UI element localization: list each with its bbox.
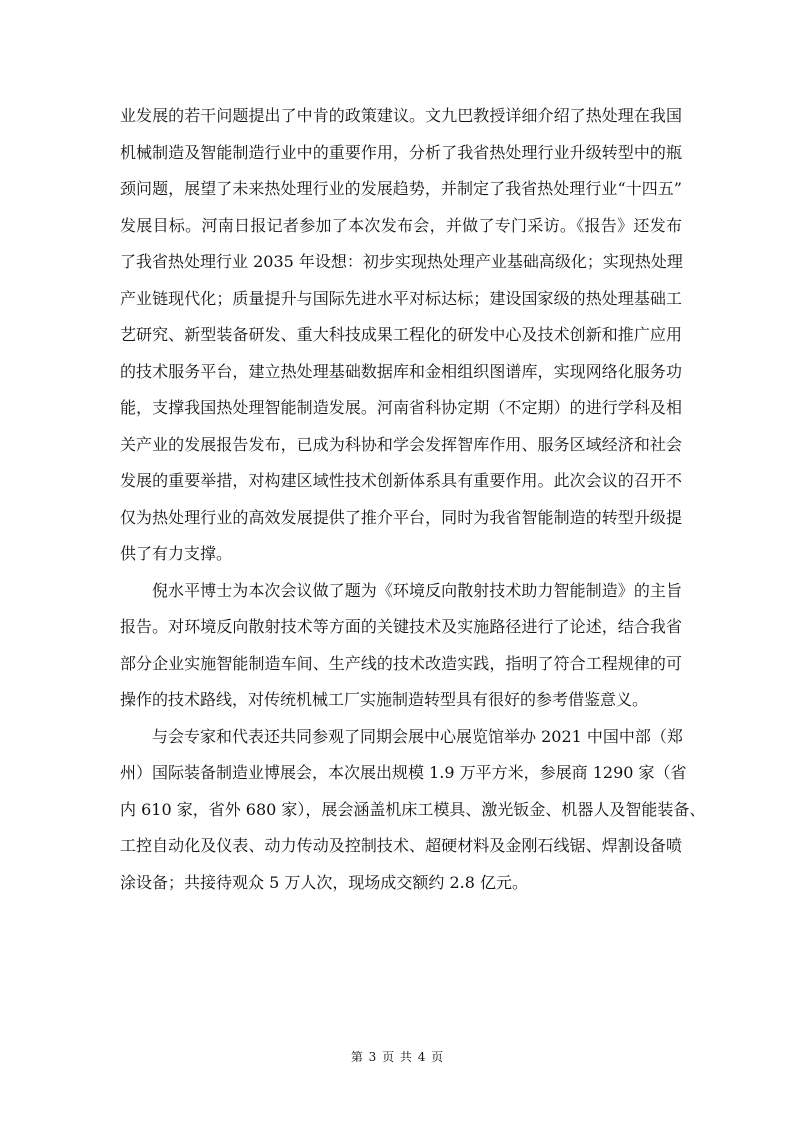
text-line: 能，支撑我国热处理智能制造发展。河南省科协定期（不定期）的进行学科及相	[120, 398, 682, 417]
text-line: 机械制造及智能制造行业中的重要作用，分析了我省热处理行业升级转型中的瓶	[120, 142, 682, 162]
paragraph	[120, 98, 682, 573]
text-line: 产业链现代化；质量提升与国际先进水平对标达标；建设国家级的热处理基础工	[120, 288, 682, 308]
text-line: 部分企业实施智能制造车间、生产线的技术改造实践，指明了符合工程规律的可	[120, 653, 682, 673]
text-line: 艺研究、新型装备研发、重大科技成果工程化的研发中心及技术创新和推广应用	[120, 325, 682, 344]
text-line: 仅为热处理行业的高效发展提供了推介平台，同时为我省智能制造的转型升级提	[120, 507, 682, 527]
text-line: 州）国际装备制造业博展会，本次展出规模 1.9 万平方米，参展商 1290 家（省	[120, 763, 687, 782]
document-body	[120, 98, 706, 901]
text-line: 业发展的若干问题提出了中肯的政策建议。文九巴教授详细介绍了热处理在我国	[120, 106, 682, 125]
text-line: 颈问题，展望了未来热处理行业的发展趋势，并制定了我省热处理行业“十四五”	[120, 179, 682, 198]
paragraph	[120, 719, 706, 902]
page-footer: 第 3 页 共 4 页	[350, 1050, 444, 1064]
text-line: 的技术服务平台，建立热处理基础数据库和金相组织图谱库，实现网络化服务功	[120, 361, 682, 381]
text-line: 发展的重要举措，对构建区域性技术创新体系具有重要作用。此次会议的召开不	[120, 471, 682, 490]
text-line: 供了有力支撑。	[120, 544, 233, 563]
text-line: 发展目标。河南日报记者参加了本次发布会，并做了专门采访。《报告》还发布	[120, 215, 682, 235]
text-line: 了我省热处理行业 2035 年设想：初步实现热处理产业基础高级化；实现热处理	[120, 252, 683, 271]
text-line: 操作的技术路线，对传统机械工厂实施制造转型具有很好的参考借鉴意义。	[120, 690, 649, 709]
text-line: 报告。对环境反向散射技术等方面的关键技术及实施路径进行了论述，结合我省	[120, 617, 682, 636]
text-line: 与会专家和代表还共同参观了同期会展中心展览馆举办 2021 中国中部（郑	[152, 726, 683, 746]
text-line: 工控自动化及仪表、动力传动及控制技术、超硬材料及金刚石线锯、焊割设备喷	[120, 836, 682, 855]
text-line: 关产业的发展报告发布，已成为科协和学会发挥智库作用、服务区域经济和社会	[120, 434, 682, 454]
text-line: 倪水平博士为本次会议做了题为《环境反向散射技术助力智能制造》的主旨	[152, 580, 682, 600]
paragraph	[120, 573, 682, 719]
text-line: 内 610 家，省外 680 家），展会涵盖机床工模具、激光钣金、机器人及智能装备、	[120, 799, 706, 819]
text-line: 涂设备；共接待观众 5 万人次，现场成交额约 2.8 亿元。	[120, 872, 528, 892]
